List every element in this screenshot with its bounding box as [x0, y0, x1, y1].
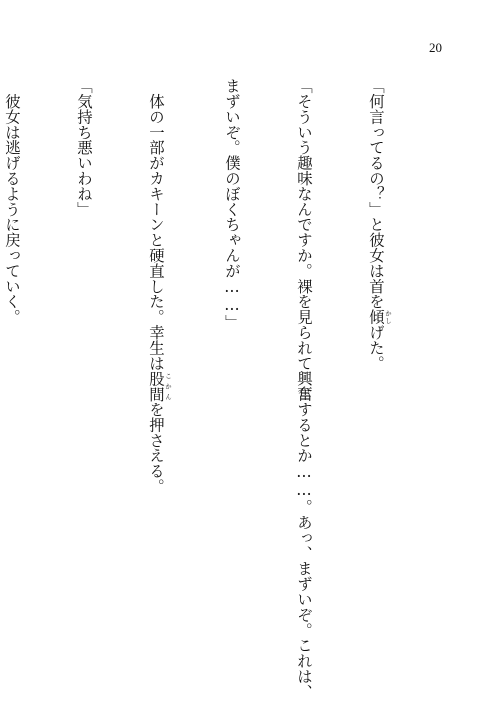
text-line: まずいぞ。僕のぼくちゃんが……」 — [223, 78, 241, 330]
ruby-kokan: 股間 こかん — [147, 370, 172, 402]
page-number: 20 — [429, 40, 442, 55]
body-text — [3, 78, 440, 700]
text-line: 「何言ってるの？」と彼女は首を傾 かしげた。 — [367, 78, 392, 371]
ruby-kashi: 傾 かし — [367, 309, 392, 325]
text-line: 「気持ち悪いわね」 — [75, 78, 93, 217]
text-line: 体の一部がカキーンと硬直した。幸生は股間 こかんを押さえる。 — [147, 78, 172, 494]
text-line: 彼女は逃げるように戻っていく。 — [3, 78, 21, 325]
text-line: 「そういう趣味なんですか。裸を見られて興奮するとか……。あっ、まずいぞ。これは、 — [295, 78, 313, 700]
